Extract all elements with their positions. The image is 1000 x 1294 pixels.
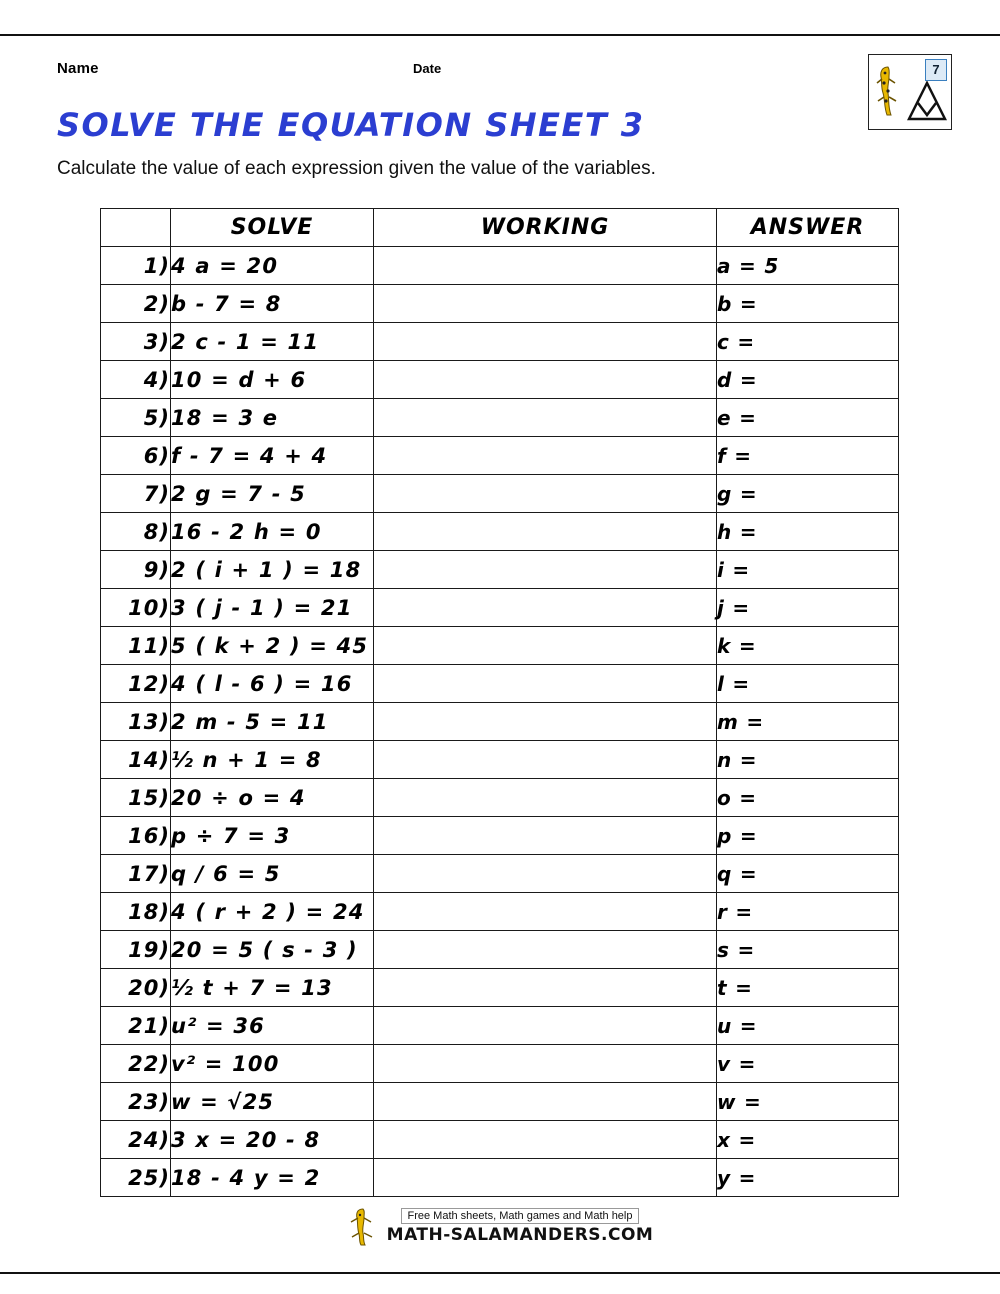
- row-number: 3): [101, 323, 171, 361]
- row-number: 15): [101, 779, 171, 817]
- equation-cell: 16 - 2 h = 0: [171, 513, 374, 551]
- working-cell[interactable]: [374, 627, 717, 665]
- working-cell[interactable]: [374, 589, 717, 627]
- table-row: [101, 1121, 899, 1159]
- answer-cell[interactable]: d =: [717, 361, 899, 399]
- table-row: [101, 247, 899, 285]
- working-cell[interactable]: [374, 741, 717, 779]
- working-cell[interactable]: [374, 931, 717, 969]
- answer-cell[interactable]: o =: [717, 779, 899, 817]
- working-cell[interactable]: [374, 361, 717, 399]
- column-header-number: [101, 209, 171, 247]
- equation-cell: 10 = d + 6: [171, 361, 374, 399]
- row-number: 22): [101, 1045, 171, 1083]
- answer-cell[interactable]: y =: [717, 1159, 899, 1197]
- footer-branding: [347, 1206, 654, 1245]
- table-row: [101, 513, 899, 551]
- answer-cell[interactable]: q =: [717, 855, 899, 893]
- table-row: [101, 551, 899, 589]
- answer-cell[interactable]: f =: [717, 437, 899, 475]
- answer-cell[interactable]: w =: [717, 1083, 899, 1121]
- equation-cell: 2 g = 7 - 5: [171, 475, 374, 513]
- answer-cell[interactable]: c =: [717, 323, 899, 361]
- table-row: [101, 627, 899, 665]
- answer-cell[interactable]: b =: [717, 285, 899, 323]
- table-row: [101, 323, 899, 361]
- column-header-solve: SOLVE: [171, 209, 374, 247]
- row-number: 8): [101, 513, 171, 551]
- row-number: 12): [101, 665, 171, 703]
- table-row: [101, 665, 899, 703]
- working-cell[interactable]: [374, 969, 717, 1007]
- equation-cell: w = √25: [171, 1083, 374, 1121]
- row-number: 16): [101, 817, 171, 855]
- row-number: 14): [101, 741, 171, 779]
- equations-table: [100, 208, 899, 1197]
- row-number: 24): [101, 1121, 171, 1159]
- answer-cell[interactable]: a = 5: [717, 247, 899, 285]
- working-cell[interactable]: [374, 779, 717, 817]
- equation-cell: 3 x = 20 - 8: [171, 1121, 374, 1159]
- answer-cell[interactable]: p =: [717, 817, 899, 855]
- row-number: 5): [101, 399, 171, 437]
- table-row: [101, 855, 899, 893]
- table-row: [101, 1007, 899, 1045]
- equation-cell: u² = 36: [171, 1007, 374, 1045]
- salamander-logo: [868, 54, 952, 130]
- footer-url[interactable]: MATH-SALAMANDERS.COM: [386, 1225, 654, 1245]
- equation-cell: v² = 100: [171, 1045, 374, 1083]
- table-row: [101, 817, 899, 855]
- row-number: 9): [101, 551, 171, 589]
- working-cell[interactable]: [374, 1121, 717, 1159]
- row-number: 18): [101, 893, 171, 931]
- table-row: [101, 1045, 899, 1083]
- column-header-working: WORKING: [374, 209, 717, 247]
- answer-cell[interactable]: h =: [717, 513, 899, 551]
- table-row: [101, 969, 899, 1007]
- equation-cell: ½ n + 1 = 8: [171, 741, 374, 779]
- instructions-text: Calculate the value of each expression given the value of the variables.: [57, 158, 656, 179]
- working-cell[interactable]: [374, 893, 717, 931]
- equation-cell: 20 = 5 ( s - 3 ): [171, 931, 374, 969]
- row-number: 19): [101, 931, 171, 969]
- working-cell[interactable]: [374, 399, 717, 437]
- salamander-icon: [347, 1206, 381, 1246]
- row-number: 17): [101, 855, 171, 893]
- working-cell[interactable]: [374, 703, 717, 741]
- working-cell[interactable]: [374, 323, 717, 361]
- equation-cell: 2 m - 5 = 11: [171, 703, 374, 741]
- table-row: [101, 589, 899, 627]
- answer-cell[interactable]: v =: [717, 1045, 899, 1083]
- working-cell[interactable]: [374, 513, 717, 551]
- date-label: Date: [413, 61, 442, 76]
- table-row: [101, 1159, 899, 1197]
- equation-cell: ½ t + 7 = 13: [171, 969, 374, 1007]
- row-number: 20): [101, 969, 171, 1007]
- mountain-icon: [907, 77, 947, 121]
- answer-cell[interactable]: n =: [717, 741, 899, 779]
- table-row: [101, 703, 899, 741]
- table-header-row: [101, 209, 899, 247]
- equation-cell: 20 ÷ o = 4: [171, 779, 374, 817]
- equation-cell: b - 7 = 8: [171, 285, 374, 323]
- answer-cell[interactable]: l =: [717, 665, 899, 703]
- equation-cell: q / 6 = 5: [171, 855, 374, 893]
- equation-cell: 4 ( r + 2 ) = 24: [171, 893, 374, 931]
- answer-cell[interactable]: u =: [717, 1007, 899, 1045]
- table-row: [101, 741, 899, 779]
- table-row: [101, 1083, 899, 1121]
- row-number: 10): [101, 589, 171, 627]
- footer: [0, 1206, 1000, 1245]
- working-cell[interactable]: [374, 437, 717, 475]
- table-row: [101, 285, 899, 323]
- answer-cell[interactable]: x =: [717, 1121, 899, 1159]
- working-cell[interactable]: [374, 285, 717, 323]
- answer-cell[interactable]: t =: [717, 969, 899, 1007]
- row-number: 11): [101, 627, 171, 665]
- table-row: [101, 437, 899, 475]
- working-cell[interactable]: [374, 665, 717, 703]
- working-cell[interactable]: [374, 1007, 717, 1045]
- answer-cell[interactable]: i =: [717, 551, 899, 589]
- working-cell[interactable]: [374, 1159, 717, 1197]
- row-number: 6): [101, 437, 171, 475]
- working-cell[interactable]: [374, 1045, 717, 1083]
- table-row: [101, 779, 899, 817]
- answer-cell[interactable]: j =: [717, 589, 899, 627]
- equation-cell: 18 - 4 y = 2: [171, 1159, 374, 1197]
- top-divider: [0, 34, 1000, 36]
- working-cell[interactable]: [374, 551, 717, 589]
- answer-cell[interactable]: e =: [717, 399, 899, 437]
- answer-cell[interactable]: s =: [717, 931, 899, 969]
- answer-cell[interactable]: k =: [717, 627, 899, 665]
- column-header-answer: ANSWER: [717, 209, 899, 247]
- page-title: SOLVE THE EQUATION SHEET 3: [57, 106, 645, 144]
- equation-cell: 4 a = 20: [171, 247, 374, 285]
- row-number: 23): [101, 1083, 171, 1121]
- row-number: 7): [101, 475, 171, 513]
- working-cell[interactable]: [374, 247, 717, 285]
- table-row: [101, 399, 899, 437]
- row-number: 4): [101, 361, 171, 399]
- row-number: 1): [101, 247, 171, 285]
- salamander-icon: [875, 65, 903, 121]
- equation-cell: f - 7 = 4 + 4: [171, 437, 374, 475]
- equation-cell: p ÷ 7 = 3: [171, 817, 374, 855]
- equation-cell: 2 c - 1 = 11: [171, 323, 374, 361]
- footer-tagline: Free Math sheets, Math games and Math help: [401, 1208, 638, 1224]
- table-row: [101, 931, 899, 969]
- equation-cell: 2 ( i + 1 ) = 18: [171, 551, 374, 589]
- answer-cell[interactable]: m =: [717, 703, 899, 741]
- working-cell[interactable]: [374, 817, 717, 855]
- table-row: [101, 893, 899, 931]
- equation-cell: 4 ( l - 6 ) = 16: [171, 665, 374, 703]
- equation-cell: 18 = 3 e: [171, 399, 374, 437]
- row-number: 2): [101, 285, 171, 323]
- row-number: 21): [101, 1007, 171, 1045]
- working-cell[interactable]: [374, 1083, 717, 1121]
- grade-number: 7: [925, 59, 947, 81]
- working-cell[interactable]: [374, 855, 717, 893]
- row-number: 25): [101, 1159, 171, 1197]
- row-number: 13): [101, 703, 171, 741]
- table-row: [101, 361, 899, 399]
- table-row: [101, 475, 899, 513]
- answer-cell[interactable]: g =: [717, 475, 899, 513]
- bottom-divider: [0, 1272, 1000, 1274]
- equation-cell: 5 ( k + 2 ) = 45: [171, 627, 374, 665]
- name-label: Name: [57, 60, 99, 77]
- working-cell[interactable]: [374, 475, 717, 513]
- answer-cell[interactable]: r =: [717, 893, 899, 931]
- equation-cell: 3 ( j - 1 ) = 21: [171, 589, 374, 627]
